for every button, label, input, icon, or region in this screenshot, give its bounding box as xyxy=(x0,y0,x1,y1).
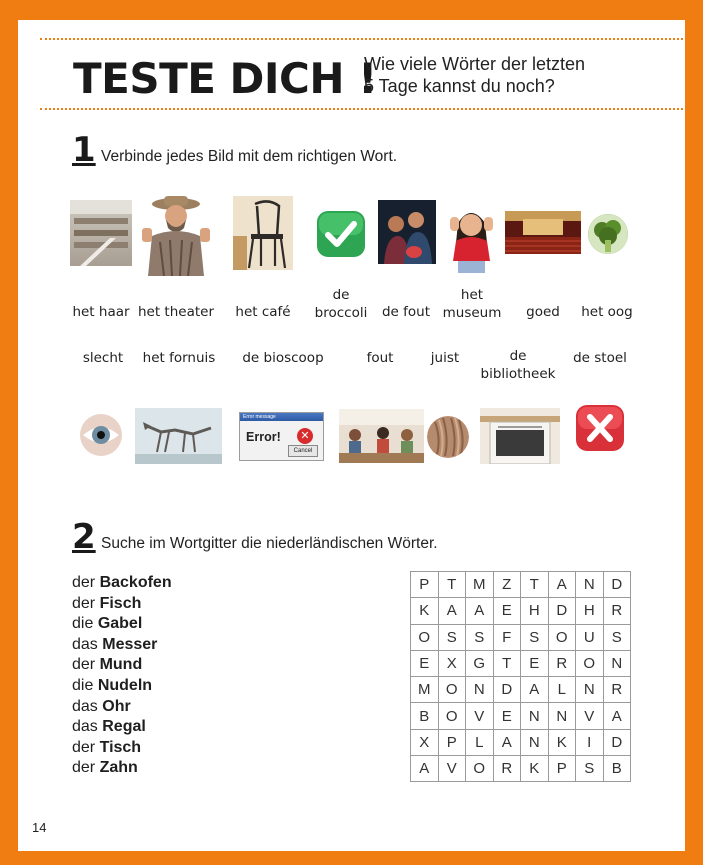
vocab-item xyxy=(72,594,172,615)
vocab-word: Backofen xyxy=(99,574,172,591)
grid-cell[interactable]: K xyxy=(548,729,576,755)
vocab-article: das xyxy=(72,697,98,715)
word-line: museum xyxy=(442,305,502,321)
word-search-grid xyxy=(410,571,631,782)
grid-cell[interactable]: X xyxy=(411,729,439,755)
grid-cell[interactable]: R xyxy=(603,598,631,624)
word-line: de xyxy=(509,348,527,364)
hair-picture xyxy=(427,416,469,458)
grid-cell[interactable]: V xyxy=(576,703,604,729)
stove-picture xyxy=(480,408,560,464)
word-line: goed xyxy=(526,304,560,320)
grid-cell[interactable]: O xyxy=(548,624,576,650)
grid-cell[interactable]: S xyxy=(521,624,549,650)
grid-row xyxy=(411,572,631,598)
grid-cell[interactable]: M xyxy=(466,572,494,598)
girl-covering-ears-picture xyxy=(444,203,499,273)
grid-cell[interactable]: A xyxy=(466,598,494,624)
cafe-picture xyxy=(339,409,424,463)
dinosaur-skeleton-picture xyxy=(135,408,222,464)
grid-cell[interactable]: A xyxy=(548,572,576,598)
vocab-article: das xyxy=(72,635,98,653)
vocab-word: Nudeln xyxy=(97,676,153,694)
vocab-item xyxy=(72,635,172,656)
vocabulary-list xyxy=(72,573,172,779)
grid-cell[interactable]: A xyxy=(493,729,521,755)
grid-cell[interactable]: N xyxy=(521,703,549,729)
word-line: het fornuis xyxy=(142,350,216,366)
grid-cell[interactable]: K xyxy=(521,756,549,782)
word-line: juist xyxy=(430,350,460,366)
library-picture xyxy=(70,200,132,266)
grid-cell[interactable]: Z xyxy=(493,572,521,598)
vocab-word: Zahn xyxy=(99,759,138,777)
grid-cell[interactable]: E xyxy=(521,650,549,676)
exercise-number: 1 xyxy=(72,130,96,170)
grid-cell[interactable]: I xyxy=(576,729,604,755)
grid-cell[interactable]: D xyxy=(548,598,576,624)
dialog-cancel-button: Cancel xyxy=(288,445,318,457)
grid-cell[interactable]: G xyxy=(466,650,494,676)
vocab-word: Fisch xyxy=(99,594,142,612)
vocab-article: der xyxy=(72,574,96,591)
word-line: slecht xyxy=(82,350,124,366)
grid-cell[interactable]: D xyxy=(493,677,521,703)
word-label xyxy=(134,349,224,367)
grid-cell[interactable]: D xyxy=(603,572,631,598)
word-label xyxy=(473,347,563,383)
grid-cell[interactable]: B xyxy=(603,756,631,782)
grid-cell[interactable]: H xyxy=(576,598,604,624)
grid-cell[interactable]: N xyxy=(576,572,604,598)
grid-row xyxy=(411,677,631,703)
grid-cell[interactable]: P xyxy=(548,756,576,782)
man-thumbs-up-picture xyxy=(140,192,212,276)
grid-cell[interactable]: A xyxy=(603,703,631,729)
vocab-word: Mund xyxy=(99,656,143,674)
word-line: broccoli xyxy=(314,305,368,321)
broccoli-picture xyxy=(588,214,628,254)
grid-cell[interactable]: O xyxy=(466,756,494,782)
word-label xyxy=(555,349,645,367)
grid-cell[interactable]: N xyxy=(603,650,631,676)
grid-row xyxy=(411,624,631,650)
page-number: 14 xyxy=(32,820,47,835)
grid-cell[interactable]: E xyxy=(493,598,521,624)
checkmark-icon xyxy=(316,210,366,258)
word-line: fout xyxy=(366,350,394,366)
vocab-word: Gabel xyxy=(97,615,143,633)
grid-cell[interactable]: T xyxy=(493,650,521,676)
cross-mark-icon xyxy=(575,404,625,452)
exercise-instruction: Suche im Wortgitter die niederländischen Wörter. xyxy=(101,535,438,552)
word-line: het theater xyxy=(137,304,215,320)
grid-cell[interactable]: T xyxy=(438,572,466,598)
grid-cell[interactable]: R xyxy=(603,677,631,703)
grid-cell[interactable]: A xyxy=(411,756,439,782)
dotted-rule-bottom xyxy=(40,108,683,110)
word-line: bibliotheek xyxy=(480,366,556,382)
grid-cell[interactable]: P xyxy=(438,729,466,755)
word-line: het xyxy=(460,287,484,303)
subtitle-line: Wie viele Wörter der letzten xyxy=(364,54,586,74)
word-label xyxy=(562,303,652,321)
grid-row xyxy=(411,756,631,782)
dotted-rule-top xyxy=(40,38,683,40)
vocab-article: die xyxy=(72,676,94,694)
word-line: de bioscoop xyxy=(242,350,324,366)
eye-picture xyxy=(80,414,122,456)
grid-cell[interactable]: F xyxy=(493,624,521,650)
vocab-item xyxy=(72,573,172,594)
theater-hall-picture xyxy=(505,211,581,254)
word-line: de fout xyxy=(381,304,431,320)
grid-cell[interactable]: S xyxy=(466,624,494,650)
vocab-article: der xyxy=(72,656,96,674)
grid-cell[interactable]: S xyxy=(603,624,631,650)
grid-cell[interactable]: N xyxy=(521,729,549,755)
vocab-word: Messer xyxy=(102,635,158,653)
vocab-item xyxy=(72,614,172,635)
grid-cell[interactable]: L xyxy=(548,677,576,703)
grid-cell[interactable]: P xyxy=(411,572,439,598)
grid-cell[interactable]: K xyxy=(411,598,439,624)
page-title: TESTE DICH ! xyxy=(73,54,377,103)
vocab-item xyxy=(72,676,172,697)
vocab-article: das xyxy=(72,718,98,736)
vocab-article: die xyxy=(72,615,94,633)
vocab-word: Tisch xyxy=(99,738,142,756)
subtitle-line: 5 Tage kannst du noch? xyxy=(364,76,555,96)
word-label xyxy=(218,303,308,321)
chair-picture xyxy=(233,196,293,270)
vocab-article: der xyxy=(72,594,96,612)
grid-cell[interactable]: S xyxy=(576,756,604,782)
grid-cell[interactable]: O xyxy=(438,677,466,703)
grid-cell[interactable]: X xyxy=(438,650,466,676)
vocab-item xyxy=(72,717,172,738)
grid-cell[interactable]: A xyxy=(438,598,466,624)
word-line: het oog xyxy=(581,304,633,320)
grid-cell[interactable]: N xyxy=(548,703,576,729)
grid-cell[interactable]: O xyxy=(576,650,604,676)
dialog-error-text: Error! xyxy=(246,430,281,444)
grid-row xyxy=(411,598,631,624)
word-line: het haar xyxy=(72,304,130,320)
grid-cell[interactable]: H xyxy=(521,598,549,624)
grid-row xyxy=(411,650,631,676)
grid-row xyxy=(411,729,631,755)
grid-cell[interactable]: L xyxy=(466,729,494,755)
vocab-item xyxy=(72,655,172,676)
vocab-article: der xyxy=(72,738,96,756)
workbook-page xyxy=(18,20,685,851)
error-icon: ✕ xyxy=(297,428,313,444)
vocab-item xyxy=(72,758,172,779)
grid-cell[interactable]: N xyxy=(466,677,494,703)
grid-cell[interactable]: R xyxy=(548,650,576,676)
grid-cell[interactable]: E xyxy=(411,650,439,676)
exercise-number: 2 xyxy=(72,517,96,557)
grid-cell[interactable]: U xyxy=(576,624,604,650)
word-line: de xyxy=(332,287,350,303)
grid-cell[interactable]: B xyxy=(411,703,439,729)
exercise-instruction: Verbinde jedes Bild mit dem richtigen Wort. xyxy=(101,148,398,165)
grid-cell[interactable]: N xyxy=(576,677,604,703)
vocab-article: der xyxy=(72,759,96,777)
grid-cell[interactable]: O xyxy=(411,624,439,650)
vocab-item xyxy=(72,697,172,718)
vocab-word: Regal xyxy=(102,718,146,736)
grid-cell[interactable]: E xyxy=(493,703,521,729)
grid-cell[interactable]: V xyxy=(438,756,466,782)
dialog-titlebar: Error message xyxy=(240,413,323,421)
page-subtitle xyxy=(364,53,664,97)
grid-row xyxy=(411,703,631,729)
grid-cell[interactable]: D xyxy=(603,729,631,755)
vocab-item xyxy=(72,738,172,759)
word-label xyxy=(238,349,328,367)
word-line: de stoel xyxy=(573,350,627,366)
error-dialog-picture xyxy=(239,412,324,461)
grid-cell[interactable]: M xyxy=(411,677,439,703)
grid-cell[interactable]: S xyxy=(438,624,466,650)
grid-cell[interactable]: V xyxy=(466,703,494,729)
grid-cell[interactable]: T xyxy=(521,572,549,598)
grid-cell[interactable]: R xyxy=(493,756,521,782)
word-line: het café xyxy=(235,304,291,320)
grid-cell[interactable]: O xyxy=(438,703,466,729)
grid-cell[interactable]: A xyxy=(521,677,549,703)
cinema-audience-picture xyxy=(378,200,436,264)
word-label xyxy=(131,303,221,321)
vocab-word: Ohr xyxy=(102,697,131,715)
